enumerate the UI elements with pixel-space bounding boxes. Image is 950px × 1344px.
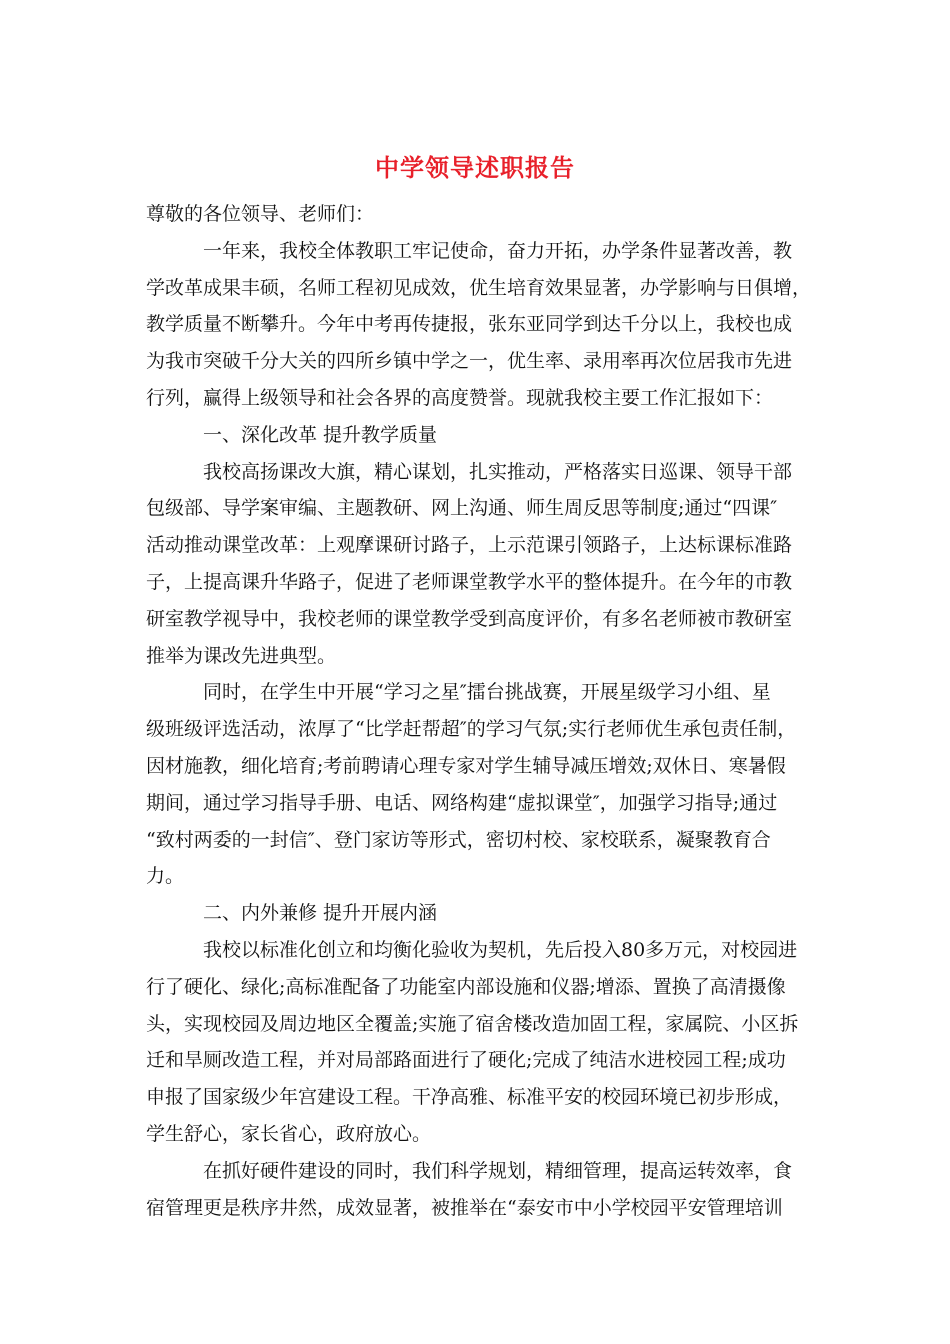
paragraph-lines: [146, 233, 812, 1227]
text-line: 期间，通过学习指导手册、电话、网络构建“虚拟课堂″，加强学习指导;通过: [146, 791, 778, 814]
text-line: 一、深化改革 提升教学质量: [203, 423, 438, 446]
text-line: “致村两委的一封信″、登门家访等形式，密切村校、家校联系，凝聚教育合: [146, 828, 771, 851]
text-line: 包级部、导学案审编、主题教研、网上沟通、师生周反思等制度;通过“四课″: [146, 497, 778, 520]
text-line: 迁和旱厕改造工程，并对局部路面进行了硬化;完成了纯洁水进校园工程;成功: [146, 1049, 786, 1072]
text-line: 宿管理更是秩序井然，成效显著，被推举在“泰安市中小学校园平安管理培训: [146, 1196, 783, 1219]
text-line: 级班级评选活动，浓厚了“比学赶帮超″的学习气氛;实行老师优生承包责任制，: [146, 718, 797, 741]
document-body: [146, 196, 812, 1226]
text-line: 二、内外兼修 提升开展内涵: [203, 902, 438, 925]
text-line: 同时，在学生中开展“学习之星″擂台挑战赛，开展星级学习小组、星: [203, 681, 771, 704]
text-line: 推举为课改先进典型。: [146, 644, 337, 667]
salutation: 尊敬的各位领导、老师们：: [146, 203, 375, 225]
text-line: 头，实现校园及周边地区全覆盖;实施了宿舍楼改造加固工程，家属院、小区拆: [146, 1012, 799, 1035]
text-line: 为我市突破千分大关的四所乡镇中学之一，优生率、录用率再次位居我市先进: [146, 350, 793, 373]
text-line: 学生舒心，家长省心，政府放心。: [146, 1122, 432, 1145]
document-title: 中学领导述职报告: [375, 153, 575, 182]
text-line: 一年来，我校全体教职工牢记使命，奋力开拓，办学条件显著改善，教: [203, 239, 793, 262]
text-line: 申报了国家级少年宫建设工程。干净高雅、标准平安的校园环境已初步形成，: [146, 1086, 793, 1109]
text-line: 活动推动课堂改革：上观摩课研讨路子，上示范课引领路子，上达标课标准路: [146, 534, 793, 557]
text-line: 因材施教，细化培育;考前聘请心理专家对学生辅导减压增效;双休日、寒暑假: [146, 754, 786, 777]
text-line: 研室教学视导中，我校老师的课堂教学受到高度评价，有多名老师被市教研室: [146, 607, 793, 630]
text-line: 我校以标准化创立和均衡化验收为契机，先后投入80多万元，对校园进: [203, 938, 798, 961]
text-line: 力。: [146, 865, 185, 888]
text-line: 子，上提高课升华路子，促进了老师课堂教学水平的整体提升。在今年的市教: [146, 570, 793, 593]
text-line: 行列，赢得上级领导和社会各界的高度赞誉。现就我校主要工作汇报如下：: [146, 386, 774, 409]
text-line: 在抓好硬件建设的同时，我们科学规划，精细管理，提高运转效率，食: [203, 1159, 793, 1182]
text-line: 行了硬化、绿化;高标准配备了功能室内部设施和仪器;增添、置换了高清摄像: [146, 975, 786, 998]
text-line: 教学质量不断攀升。今年中考再传捷报，张东亚同学到达千分以上，我校也成: [146, 313, 793, 336]
text-line: 学改革成果丰硕，名师工程初见成效，优生培育效果显著，办学影响与日俱增，: [146, 276, 812, 299]
text-line: 我校高扬课改大旗，精心谋划，扎实推动，严格落实日巡课、领导干部: [203, 460, 793, 483]
